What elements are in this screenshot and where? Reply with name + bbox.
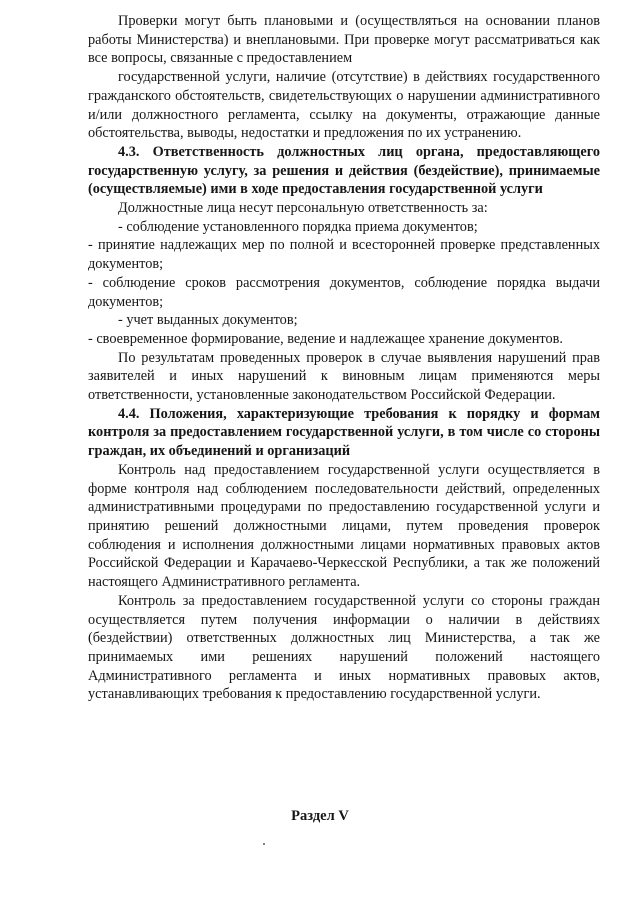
paragraph-inspections: Проверки могут быть плановыми и (осуществляться на основании планов работы Министерства) и внеплановыми. При проверке могут рассматриваться как все вопросы, связанные с предоставлением: [88, 13, 600, 67]
paragraph-control-form: Контроль над предоставлением государственной услуги осуществляется в форме контроля над соблюдением последовательности действий, определенных административными процедурами по предоставлению государственной услуги и принятию решений должностными лицами, путем проведения проверок соблюдения и исполнения должностными лицами нормативных правовых актов Российской Федерации и Карачаево-Черкесской Республики, а так же положений настоящего Административного регламента.: [88, 461, 600, 591]
document-body: [88, 12, 600, 704]
list-item-storage: - своевременное формирование, ведение и надлежащее хранение документов.: [88, 330, 563, 347]
heading-section-4-3: 4.3. Ответственность должностных лиц органа, предоставляющего государственную услугу, за решения и действия (бездействие), принимаемые (осуществляемые) ими в ходе предоставления государственной услуги: [88, 143, 600, 198]
list-item-deadlines: - соблюдение сроков рассмотрения документов, соблюдение порядка выдачи документов;: [88, 274, 600, 310]
paragraph-officials-responsibility: Должностные лица несут персональную ответственность за:: [118, 200, 488, 217]
heading-section-4-4: 4.4. Положения, характеризующие требования к порядку и формам контроля за предоставлением государственной услуги, в том числе со стороны граждан, их объединений и организаций: [88, 405, 600, 460]
scan-speck: [263, 843, 265, 845]
section-title: Раздел V: [291, 808, 349, 824]
list-item-reception-order: - соблюдение установленного порядка приема документов;: [118, 218, 478, 235]
list-item-verification: - принятие надлежащих мер по полной и всесторонней проверке представленных документов;: [88, 237, 600, 273]
paragraph-inspection-scope: государственной услуги, наличие (отсутствие) в действиях государственного гражданского обстоятельств, свидетельствующих о нарушении административного и/или должностного регламента, ссылку на документы, отражающие данные обстоятельства, выводы, недостатки и предложения по их устранению.: [88, 69, 600, 142]
list-item-accounting: - учет выданных документов;: [118, 312, 298, 329]
paragraph-inspection-results: По результатам проведенных проверок в случае выявления нарушений прав заявителей и иных нарушений к виновным лицам применяются меры ответственности, установленные законодательством Российской Федерации.: [88, 349, 600, 404]
paragraph-citizen-control: Контроль за предоставлением государственной услуги со стороны граждан осуществляется путем получения информации о наличии в действиях (бездействии) ответственных должностных лиц Министерства, а так же принимаемых ими решениях нарушений положений настоящего Административного регламента и иных нормативных правовых актов, устанавливающих требования к предоставлению государственной услуги.: [88, 592, 600, 703]
